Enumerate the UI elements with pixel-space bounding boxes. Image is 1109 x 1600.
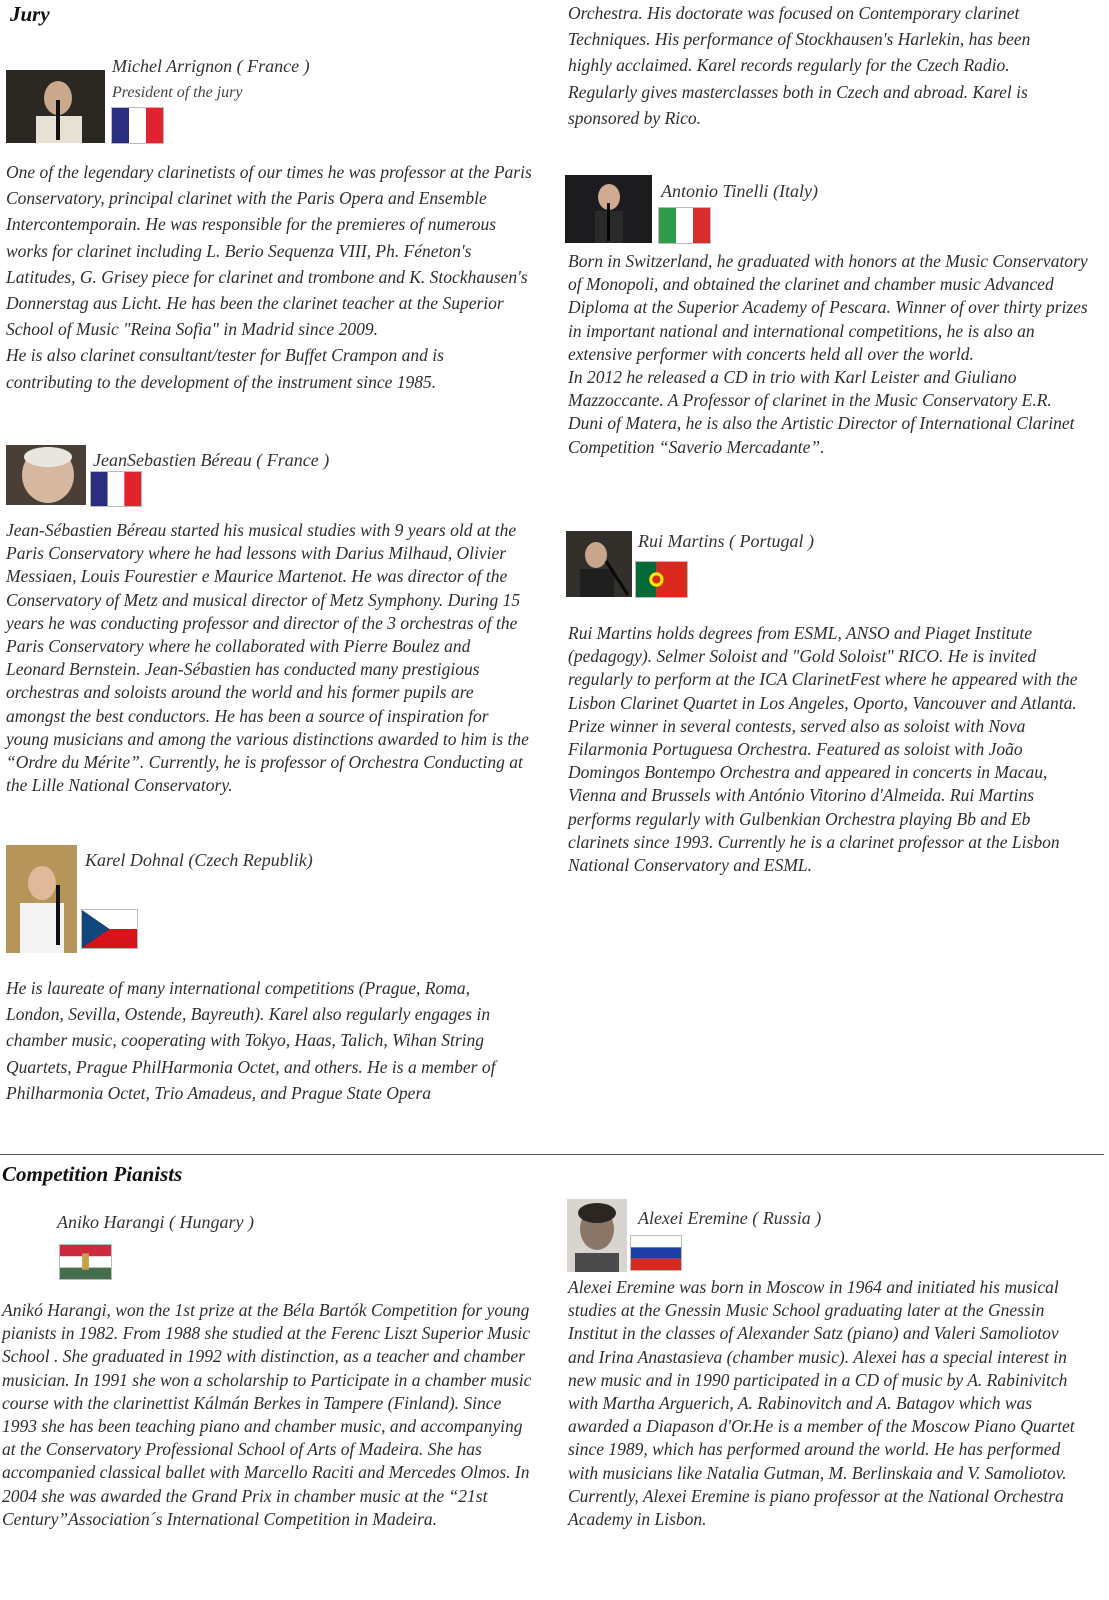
alexei-eremine-name: Alexei Eremine ( Russia ) [638,1208,822,1228]
russia-flag-icon [631,1236,681,1270]
bio-paragraph: Born in Switzerland, he graduated with honors at the Music Conservatory of Monopoli, and obtained the clarinet and chamber music Advanced Diploma at the Superior Academy of Pescara. Winner of over thirty prizes in important national and international competitions, he is also an extensive performer with concerts held all over the world. [568,251,1088,364]
karel-dohnal-bio-continued: Orchestra. His doctorate was focused on Contemporary clarinet Techniques. His performance of Stockhausen's Harlekin, has been highly acclaimed. Karel records regularly for the Czech Radio. Regularly gives masterclasses both in Czech and abroad. Karel is sponsored by Rico. [568,3,1031,128]
bio-paragraph: Rui Martins holds degrees from ESML, ANSO and Piaget Institute (pedagogy). Selmer Soloist and "Gold Soloist" RICO. He is invited regularly to perform at the ICA ClarinetFest where he appeared with the Lisbon Clarinet Quartet in Los Angeles, Oporto, Vancouver and Atlanta. Prize winner in several contests, served also as soloist with Nova Filarmonia Portuguesa Orchestra. Featured as soloist with João Domingos Bontempo Orchestra and appeared in concerts in Macau, Vienna and Brussels with António Vitorino d'Almeida. Rui Martins performs regularly with Gulbenkian Orchestra playing Bb and Eb clarinets since 1993. Currently he is a clarinet professor at the Lisbon National Conservatory and ESML. [568,623,1078,876]
michel-arrignon-photo [6,70,105,143]
rui-martins-name: Rui Martins ( Portugal ) [638,531,814,551]
antonio-tinelli-photo [565,175,652,243]
antonio-tinelli-name: Antonio Tinelli (Italy) [661,181,818,201]
rui-martins-bio [568,622,1088,877]
alexei-eremine-bio [568,1276,1088,1531]
bio-paragraph: One of the legendary clarinetists of our times he was professor at the Paris Conservatory, principal clarinet with the Paris Opera and Ensemble Intercontemporain. He was responsible for the premieres of numerous works for clarinet including L. Berio Sequenza VIII, Ph. Féneton's Latitudes, G. Grisey piece for clarinet and trombone and K. Stockhausen's Donnerstag aus Licht. He has been the clarinet teacher at the Superior School of Music "Reina Sofia" in Madrid since 2009. [6,162,532,340]
czech-flag-icon [82,910,137,948]
jean-sebastien-bereau-photo [6,445,86,505]
bio-paragraph: He is also clarinet consultant/tester for Buffet Crampon and is contributing to the development of the instrument since 1985. [6,345,444,392]
michel-arrignon-bio [6,159,532,395]
bio-paragraph: Jean-Sébastien Béreau started his musical studies with 9 years old at the Paris Conservatory where he had lessons with Darius Milhaud, Olivier Messiaen, Louis Fourestier e Maurice Martenot. He was director of the Conservatory of Metz and musical director of Metz Symphony. During 15 years he was conducting professor and director of the 3 orchestras of the Paris Conservatory where he collaborated with Pierre Boulez and Leonard Bernstein. Jean-Sébastien has conducted many prestigious orchestras and soloists around the world and his former pupils are amongst the best conductors. He has been a source of inspiration for young musicians and among the various distinctions awarded to him is the “Ordre du Mérite”. Currently, he is professor of Orchestra Conducting at the Lille National Conservatory. [6,520,529,796]
bio-paragraph: In 2012 he released a CD in trio with Karl Leister and Giuliano Mazzoccante. A Professor of clarinet in the Music Conservatory E.R. Duni of Matera, he is also the Artistic Director of International Clarinet Competition “Saverio Mercadante”. [568,367,1075,457]
karel-dohnal-name: Karel Dohnal (Czech Republik) [85,850,313,870]
michel-arrignon-name: Michel Arrignon ( France ) [112,56,310,76]
hungary-flag-icon [60,1245,111,1279]
aniko-harangi-name: Aniko Harangi ( Hungary ) [57,1212,254,1232]
antonio-tinelli-bio [568,250,1088,459]
pianists-heading: Competition Pianists [2,1162,183,1186]
italy-flag-icon [659,208,710,243]
jean-sebastien-bereau-name: JeanSebastien Béreau ( France ) [93,450,330,470]
jury-heading: Jury [10,2,50,26]
section-divider [0,1154,1104,1155]
portugal-flag-icon [636,562,687,597]
jean-sebastien-bereau-bio [6,519,532,797]
bio-paragraph: He is laureate of many international competitions (Prague, Roma, London, Sevilla, Ostende, Bayreuth). Karel also regularly engages in chamber music, cooperating with Tokyo, Haas, Talich, Wihan String Quartets, Prague PhilHarmonia Octet, and others. He is a member of Philharmonia Octet, Trio Amadeus, and Prague State Opera [6,978,496,1103]
france-flag-icon [91,472,141,506]
rui-martins-photo [566,531,632,597]
michel-arrignon-role: President of the jury [112,84,243,101]
karel-dohnal-photo [6,845,77,953]
alexei-eremine-photo [567,1199,627,1272]
france-flag-icon [112,108,163,143]
bio-paragraph: Alexei Eremine was born in Moscow in 1964 and initiated his musical studies at the Gnessin Music School graduating later at the Gnessin Institut in the classes of Alexander Satz (piano) and Valeri Samoliotov and Irina Anastasieva (chamber music). Alexei has a special interest in new music and in 1990 participated in a CD of music by A. Rabinivitch with Martha Arguerich, A. Rabinovitch and A. Batagov which was awarded a Diapason d'Or.He is a member of the Moscow Piano Quartet since 1989, which has performed around the world. He has performed with musicians like Natalia Gutman, M. Berlinskaia and V. Samoliotov. Currently, Alexei Eremine is piano professor at the National Orchestra Academy in Lisbon. [568,1277,1075,1530]
karel-dohnal-bio [6,975,532,1106]
aniko-harangi-bio [2,1299,532,1531]
bio-paragraph: Anikó Harangi, won the 1st prize at the Béla Bartók Competition for young pianists in 1982. From 1988 she studied at the Ferenc Liszt Superior Music School . She graduated in 1992 with distinction, as a teacher and chamber musician. In 1991 she won a scholarship to Participate in a chamber music course with the clarinettist Kálmán Berkes in Tampere (Finland). Since 1993 she has been teaching piano and chamber music, and accompanying at the Conservatory Professional School of Arts of Madeira. She has accompanied classical ballet with Marcello Raciti and Mercedes Olmos. In 2004 she was awarded the Grand Prix in chamber music at the “21st Century”Association´s International Competition in Madeira. [2,1300,532,1529]
